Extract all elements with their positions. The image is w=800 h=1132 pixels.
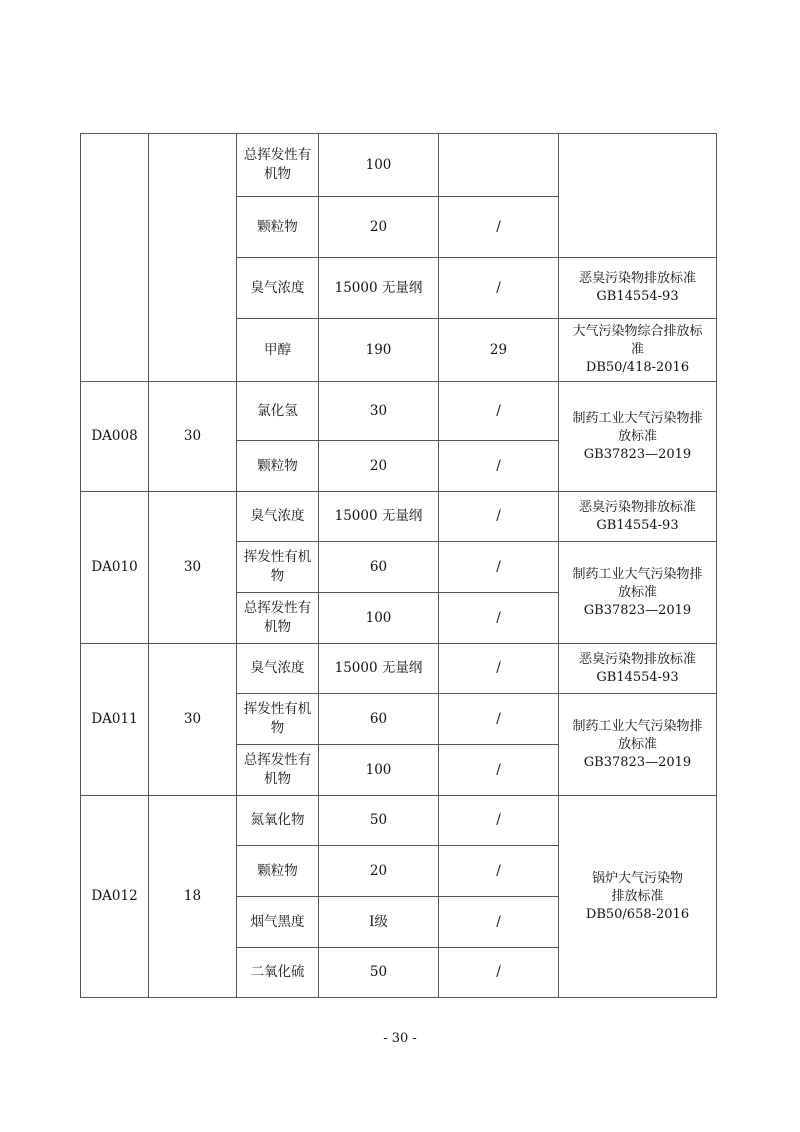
table-row [81, 382, 717, 441]
pollutant-cell: 颗粒物 [237, 197, 319, 258]
rate-limit-cell: / [439, 197, 559, 258]
pollutant-cell: 臭气浓度 [237, 258, 319, 319]
standard-line: 锅炉大气污染物 [591, 870, 683, 886]
standard-cell [559, 492, 717, 542]
concentration-limit-cell: 20 [319, 197, 439, 258]
standard-cell [559, 319, 717, 382]
pollutant-cell: 氯化氢 [237, 382, 319, 441]
pollutant-cell: 挥发性有机物 [237, 542, 319, 593]
concentration-limit-cell: 30 [319, 382, 439, 441]
outlet-height-cell: 30 [149, 644, 237, 796]
standard-code: GB37823—2019 [583, 446, 692, 462]
standard-cell [559, 694, 717, 796]
rate-limit-cell: / [439, 694, 559, 745]
concentration-limit-cell: Ⅰ级 [319, 897, 439, 948]
standard-cell [559, 134, 717, 258]
standard-cell [559, 644, 717, 694]
table-row [81, 134, 717, 197]
outlet-id-cell [81, 134, 149, 382]
concentration-limit-cell: 100 [319, 593, 439, 644]
outlet-id-cell: DA010 [81, 492, 149, 644]
rate-limit-cell: / [439, 644, 559, 694]
outlet-height-cell [149, 134, 237, 382]
standard-cell [559, 382, 717, 492]
concentration-limit-cell: 20 [319, 846, 439, 897]
concentration-limit-cell: 15000 无量纲 [319, 644, 439, 694]
concentration-limit-cell: 50 [319, 948, 439, 998]
outlet-height-cell: 30 [149, 492, 237, 644]
rate-limit-cell: / [439, 593, 559, 644]
standard-line: 排放标准 [611, 888, 664, 904]
rate-limit-cell: / [439, 745, 559, 796]
rate-limit-cell: / [439, 897, 559, 948]
concentration-limit-cell: 50 [319, 796, 439, 846]
pollutant-cell: 臭气浓度 [237, 644, 319, 694]
rate-limit-cell: / [439, 441, 559, 492]
standard-cell [559, 258, 717, 319]
concentration-limit-cell: 100 [319, 134, 439, 197]
concentration-limit-cell: 100 [319, 745, 439, 796]
rate-limit-cell [439, 134, 559, 197]
standard-cell [559, 542, 717, 644]
standard-line: 恶臭污染物排放标准 [578, 651, 696, 667]
pollutant-cell: 总挥发性有机物 [237, 745, 319, 796]
rate-limit-cell: / [439, 382, 559, 441]
pollutant-cell: 挥发性有机物 [237, 694, 319, 745]
pollutant-cell: 总挥发性有机物 [237, 593, 319, 644]
pollutant-cell: 甲醇 [237, 319, 319, 382]
rate-limit-cell: / [439, 542, 559, 593]
emission-standards-table [80, 133, 717, 998]
page-number: - 30 - [383, 1031, 417, 1046]
pollutant-cell: 颗粒物 [237, 846, 319, 897]
outlet-id-cell: DA008 [81, 382, 149, 492]
outlet-id-cell: DA012 [81, 796, 149, 998]
standard-line: 放标准 [617, 736, 657, 752]
standard-line: 放标准 [617, 584, 657, 600]
standard-code: GB14554-93 [596, 289, 679, 304]
concentration-limit-cell: 15000 无量纲 [319, 492, 439, 542]
standard-code: DB50/658-2016 [585, 906, 690, 922]
concentration-limit-cell: 190 [319, 319, 439, 382]
pollutant-cell: 烟气黑度 [237, 897, 319, 948]
table-row [81, 796, 717, 846]
rate-limit-cell: / [439, 796, 559, 846]
rate-limit-cell: / [439, 492, 559, 542]
table-row [81, 644, 717, 694]
standard-line: 制药工业大气污染物排 [572, 566, 703, 582]
standard-line: 制药工业大气污染物排 [572, 718, 703, 734]
standard-code: GB14554-93 [596, 517, 679, 533]
rate-limit-cell: / [439, 846, 559, 897]
standard-line: 大气污染物综合排放标 [572, 324, 703, 339]
outlet-height-cell: 18 [149, 796, 237, 998]
rate-limit-cell: 29 [439, 319, 559, 382]
standard-code: DB50/418-2016 [585, 360, 690, 375]
pollutant-cell: 臭气浓度 [237, 492, 319, 542]
pollutant-cell: 总挥发性有机物 [237, 134, 319, 197]
outlet-height-cell: 30 [149, 382, 237, 492]
pollutant-cell: 二氧化硫 [237, 948, 319, 998]
concentration-limit-cell: 15000 无量纲 [319, 258, 439, 319]
standard-cell [559, 796, 717, 998]
pollutant-cell: 颗粒物 [237, 441, 319, 492]
standard-line: 恶臭污染物排放标准 [578, 499, 696, 515]
table-row [81, 492, 717, 542]
concentration-limit-cell: 60 [319, 542, 439, 593]
standard-line: 恶臭污染物排放标准 [578, 271, 696, 286]
concentration-limit-cell: 20 [319, 441, 439, 492]
standard-line: 制药工业大气污染物排 [572, 410, 703, 426]
standard-code: GB37823—2019 [583, 754, 692, 770]
standard-code: GB14554-93 [596, 669, 679, 685]
pollutant-cell: 氮氧化物 [237, 796, 319, 846]
concentration-limit-cell: 60 [319, 694, 439, 745]
standard-code: GB37823—2019 [583, 602, 692, 618]
standard-line: 准 [630, 342, 644, 357]
rate-limit-cell: / [439, 258, 559, 319]
standard-line: 放标准 [617, 428, 657, 444]
rate-limit-cell: / [439, 948, 559, 998]
outlet-id-cell: DA011 [81, 644, 149, 796]
